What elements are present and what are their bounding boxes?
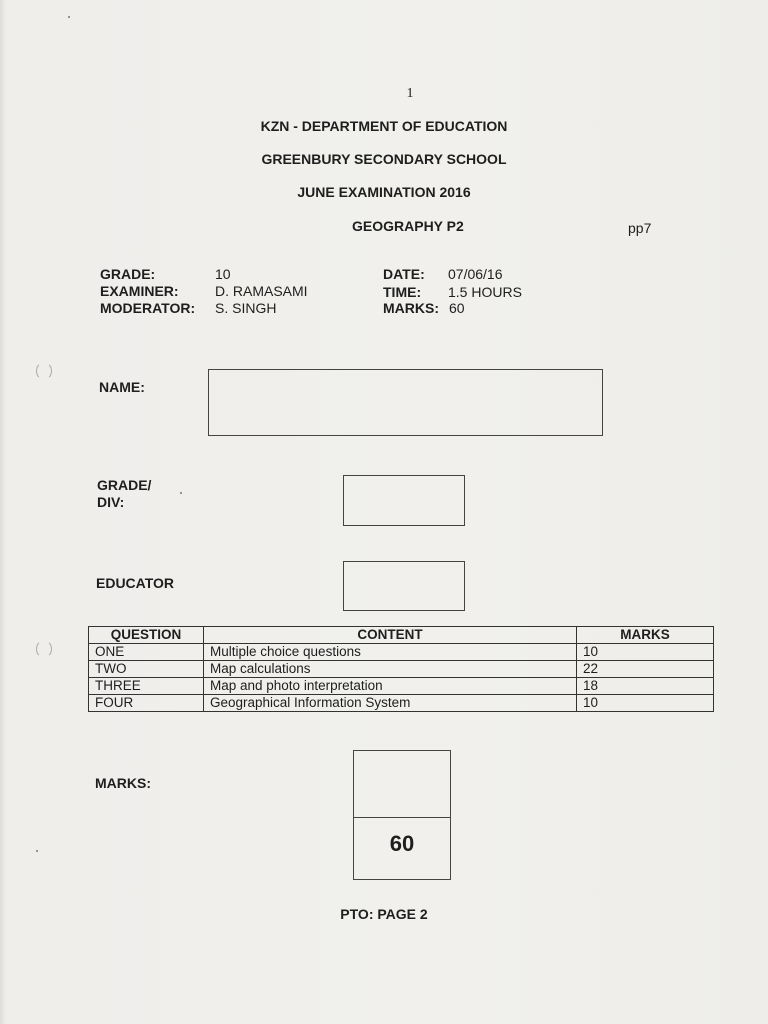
table-row — [89, 695, 714, 712]
page-count: pp7 — [628, 220, 652, 236]
page-footer: PTO: PAGE 2 — [340, 906, 428, 922]
time-label: TIME: — [383, 284, 422, 300]
scan-speck — [180, 492, 182, 494]
marks-column-header: MARKS — [577, 627, 714, 644]
marks-cell: 18 — [577, 678, 714, 695]
question-cell: TWO — [89, 661, 204, 678]
examiner-label: EXAMINER: — [100, 283, 179, 299]
content-column-header: CONTENT — [204, 627, 577, 644]
marks-section-label: MARKS: — [95, 775, 151, 791]
marks-box-divider — [354, 817, 450, 818]
moderator-label: MODERATOR: — [100, 300, 196, 316]
moderator-value: S. SINGH — [215, 300, 277, 316]
table-header-row — [89, 627, 714, 644]
marks-value: 60 — [449, 300, 465, 316]
marks-cell: 10 — [577, 644, 714, 661]
name-label: NAME: — [99, 379, 145, 395]
content-cell: Map calculations — [204, 661, 577, 678]
subject-heading: GEOGRAPHY P2 — [352, 218, 464, 234]
question-cell: THREE — [89, 678, 204, 695]
marks-cell: 10 — [577, 695, 714, 712]
grade-div-label-line2: DIV: — [97, 494, 125, 510]
content-cell: Multiple choice questions — [204, 644, 577, 661]
question-cell: FOUR — [89, 695, 204, 712]
question-column-header: QUESTION — [89, 627, 204, 644]
marks-label: MARKS: — [383, 300, 439, 316]
binder-hole-icon — [36, 362, 52, 380]
question-marks-table — [88, 626, 714, 712]
binder-hole-icon — [36, 640, 52, 658]
school-heading: GREENBURY SECONDARY SCHOOL — [261, 151, 507, 167]
name-field[interactable] — [208, 369, 603, 436]
content-cell: Map and photo interpretation — [204, 678, 577, 695]
marks-box — [353, 750, 451, 880]
table-row — [89, 644, 714, 661]
marks-total: 60 — [389, 831, 415, 856]
grade-label: GRADE: — [100, 266, 156, 282]
educator-label: EDUCATOR — [96, 575, 175, 591]
marks-cell: 22 — [577, 661, 714, 678]
date-label: DATE: — [383, 266, 425, 282]
table-row — [89, 678, 714, 695]
grade-div-label-line1: GRADE/ — [97, 477, 152, 493]
exam-heading: JUNE EXAMINATION 2016 — [297, 184, 471, 200]
scan-speck — [36, 850, 38, 852]
date-value: 07/06/16 — [448, 266, 503, 282]
educator-field[interactable] — [343, 561, 465, 611]
table-row — [89, 661, 714, 678]
time-value: 1.5 HOURS — [448, 284, 522, 300]
examiner-value: D. RAMASAMI — [215, 283, 308, 299]
department-heading: KZN - DEPARTMENT OF EDUCATION — [260, 118, 508, 134]
grade-div-field[interactable] — [343, 475, 465, 526]
question-cell: ONE — [89, 644, 204, 661]
scan-speck — [68, 16, 70, 18]
grade-value: 10 — [215, 266, 231, 282]
page-number: 1 — [406, 86, 414, 101]
content-cell: Geographical Information System — [204, 695, 577, 712]
